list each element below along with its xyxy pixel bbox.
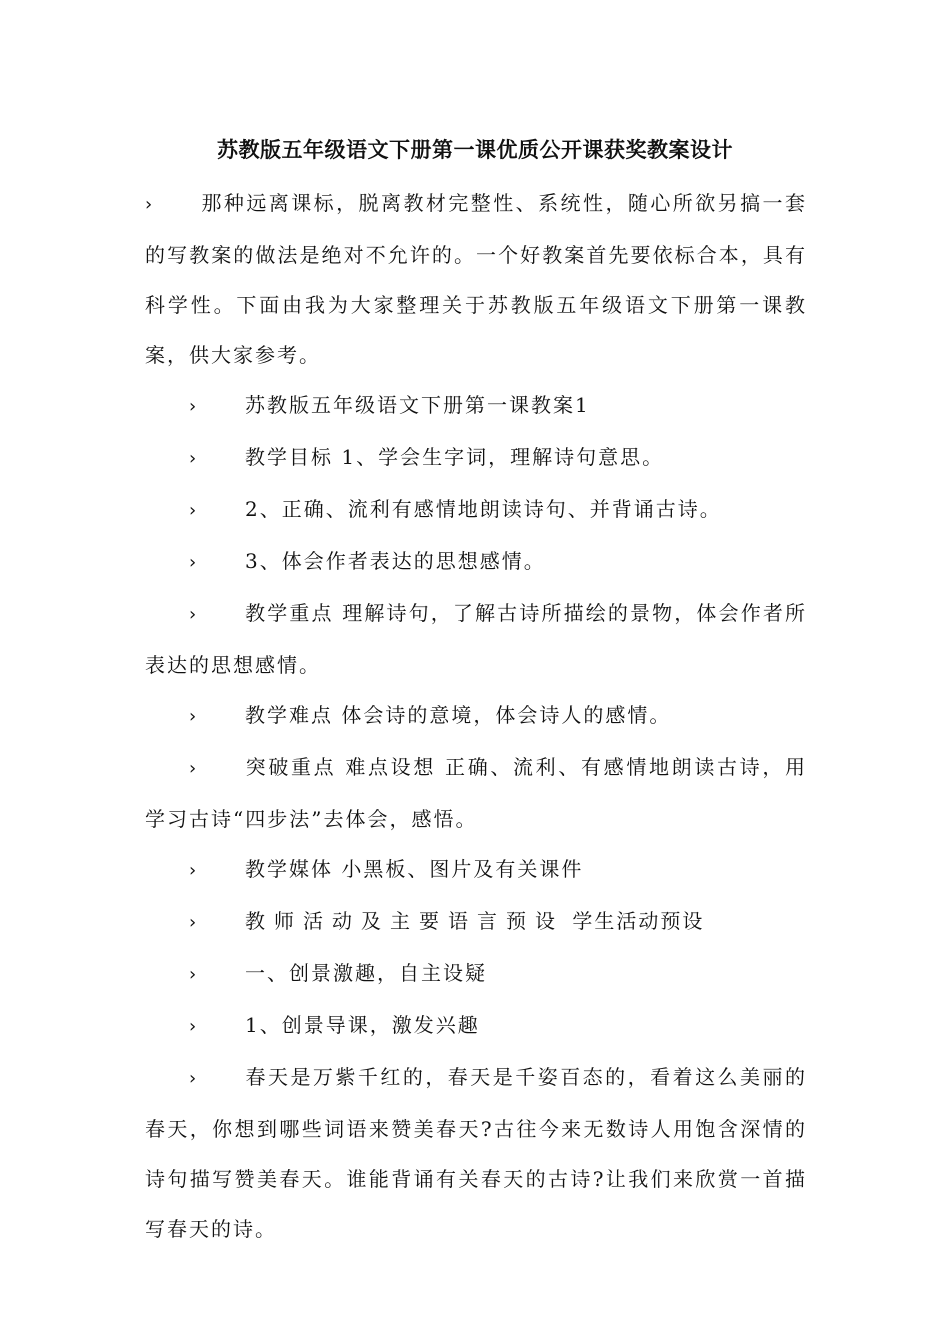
- paragraph-activities: [145, 896, 807, 948]
- paragraph-text: 教学目标 1、学会生字词，理解诗句意思。: [245, 445, 665, 469]
- bullet-icon: ›: [189, 1068, 199, 1089]
- paragraph-text: 春天是万紫千红的，春天是千姿百态的，看着这么美丽的春天，你想到哪些词语来赞美春天?古往今来无数诗人用饱含深情的诗句描写赞美春天。谁能背诵有关春天的古诗?让我们来欣赏一首描写春天的诗。: [145, 1065, 807, 1241]
- bullet-icon: ›: [189, 964, 199, 985]
- bullet-icon: ›: [189, 860, 199, 881]
- paragraph-media: [145, 844, 807, 896]
- bullet-icon: ›: [189, 604, 199, 625]
- bullet-icon: ›: [145, 194, 155, 215]
- paragraph-text: 2、正确、流利有感情地朗读诗句、并背诵古诗。: [245, 497, 722, 521]
- paragraph-text: 苏教版五年级语文下册第一课教案1: [245, 393, 590, 417]
- paragraph-section-1: [145, 948, 807, 1000]
- bullet-icon: ›: [189, 552, 199, 573]
- document-body: [145, 178, 807, 1254]
- paragraph-subsection-1: [145, 1000, 807, 1052]
- paragraph-key-points: [145, 588, 807, 690]
- bullet-icon: ›: [189, 706, 199, 727]
- paragraph-text: 教学重点 理解诗句，了解古诗所描绘的景物，体会作者所表达的思想感情。: [145, 601, 807, 677]
- paragraph-spring: [145, 1052, 807, 1254]
- bullet-icon: ›: [189, 396, 199, 417]
- bullet-icon: ›: [189, 758, 199, 779]
- paragraph-difficulties: [145, 690, 807, 742]
- paragraph-text: 1、创景导课，激发兴趣: [245, 1013, 480, 1037]
- bullet-icon: ›: [189, 448, 199, 469]
- paragraph-breakthrough: [145, 742, 807, 844]
- bullet-icon: ›: [189, 912, 199, 933]
- bullet-icon: ›: [189, 500, 199, 521]
- paragraph-text: 一、创景激趣，自主设疑: [245, 961, 487, 985]
- paragraph-goal-2: [145, 484, 807, 536]
- paragraph-text: 教学媒体 小黑板、图片及有关课件: [245, 857, 584, 881]
- paragraph-intro: [145, 178, 807, 380]
- paragraph-text: 那种远离课标，脱离教材完整性、系统性，随心所欲另搞一套的写教案的做法是绝对不允许的。一个好教案首先要依标合本，具有科学性。下面由我为大家整理关于苏教版五年级语文下册第一课教案，供大家参考。: [145, 191, 807, 367]
- paragraph-lesson-title: [145, 380, 807, 432]
- paragraph-text: 教师活动及主要语言预设: [245, 909, 564, 933]
- paragraph-goal-1: [145, 432, 807, 484]
- paragraph-text: 教学难点 体会诗的意境，体会诗人的感情。: [245, 703, 672, 727]
- paragraph-text: 突破重点 难点设想 正确、流利、有感情地朗读古诗，用学习古诗“四步法”去体会，感悟。: [145, 755, 807, 831]
- paragraph-suffix: 学生活动预设: [572, 909, 705, 933]
- document-title: 苏教版五年级语文下册第一课优质公开课获奖教案设计: [217, 138, 733, 162]
- bullet-icon: ›: [189, 1016, 199, 1037]
- paragraph-text: 3、体会作者表达的思想感情。: [245, 549, 546, 573]
- paragraph-goal-3: [145, 536, 807, 588]
